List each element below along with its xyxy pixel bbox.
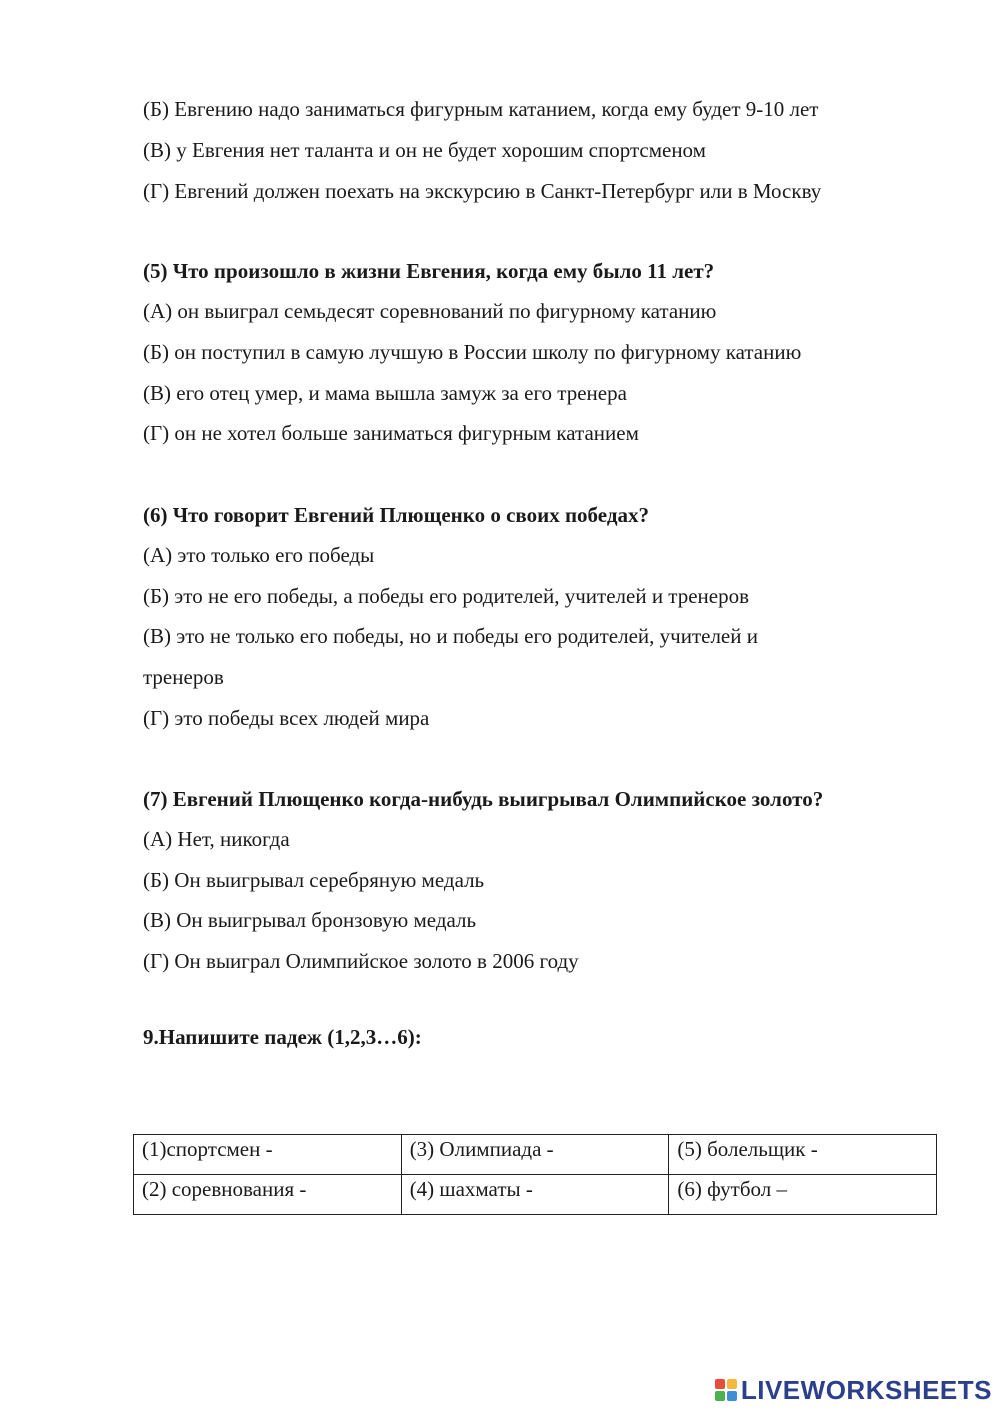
table-cell: (6) футбол –	[669, 1175, 937, 1215]
q6-option-a: (А) это только его победы	[143, 543, 375, 567]
q6-option-v-continued: тренеров	[143, 665, 224, 689]
q7-question: (7) Евгений Плющенко когда-нибудь выигрывал Олимпийское золото?	[143, 787, 824, 811]
q5-option-b: (Б) он поступил в самую лучшую в России школу по фигурному катанию	[143, 340, 802, 364]
table-cell: (5) болельщик -	[669, 1135, 937, 1175]
q7-option-a: (А) Нет, никогда	[143, 827, 290, 851]
liveworksheets-logo-text: LIVEWORKSHEETS	[740, 1374, 992, 1405]
q5-option-g: (Г) он не хотел больше заниматься фигурным катанием	[143, 421, 639, 445]
q7-option-g: (Г) Он выиграл Олимпийское золото в 2006 году	[143, 949, 579, 973]
liveworksheets-logo-icon	[715, 1379, 737, 1401]
table-cell: (2) соревнования -	[134, 1175, 402, 1215]
task9-title: 9.Напишите падеж (1,2,3…6):	[143, 1025, 422, 1049]
q4-option-g: (Г) Евгений должен поехать на экскурсию в Санкт-Петербург или в Москву	[143, 179, 822, 203]
q7-option-v: (В) Он выигрывал бронзовую медаль	[143, 908, 477, 932]
table-cell: (4) шахматы -	[401, 1175, 669, 1215]
liveworksheets-logo[interactable]	[715, 1373, 992, 1407]
case-table	[133, 1134, 937, 1215]
q7-option-b: (Б) Он выигрывал серебряную медаль	[143, 868, 485, 892]
q5-option-a: (А) он выиграл семьдесят соревнований по фигурному катанию	[143, 299, 717, 323]
q4-option-b: (Б) Евгению надо заниматься фигурным катанием, когда ему будет 9-10 лет	[143, 97, 819, 121]
q4-option-v: (В) у Евгения нет таланта и он не будет хорошим спортсменом	[143, 138, 706, 162]
q6-option-g: (Г) это победы всех людей мира	[143, 706, 430, 730]
q6-option-b: (Б) это не его победы, а победы его родителей, учителей и тренеров	[143, 584, 750, 608]
q6-option-v: (В) это не только его победы, но и победы его родителей, учителей и	[143, 624, 758, 648]
q5-option-v: (В) его отец умер, и мама вышла замуж за его тренера	[143, 381, 627, 405]
table-cell: (1)спортсмен -	[134, 1135, 402, 1175]
table-row	[134, 1175, 937, 1215]
table-cell: (3) Олимпиада -	[401, 1135, 669, 1175]
table-row	[134, 1135, 937, 1175]
q6-question: (6) Что говорит Евгений Плющенко о своих победах?	[143, 503, 649, 527]
q5-question: (5) Что произошло в жизни Евгения, когда ему было 11 лет?	[143, 259, 715, 283]
